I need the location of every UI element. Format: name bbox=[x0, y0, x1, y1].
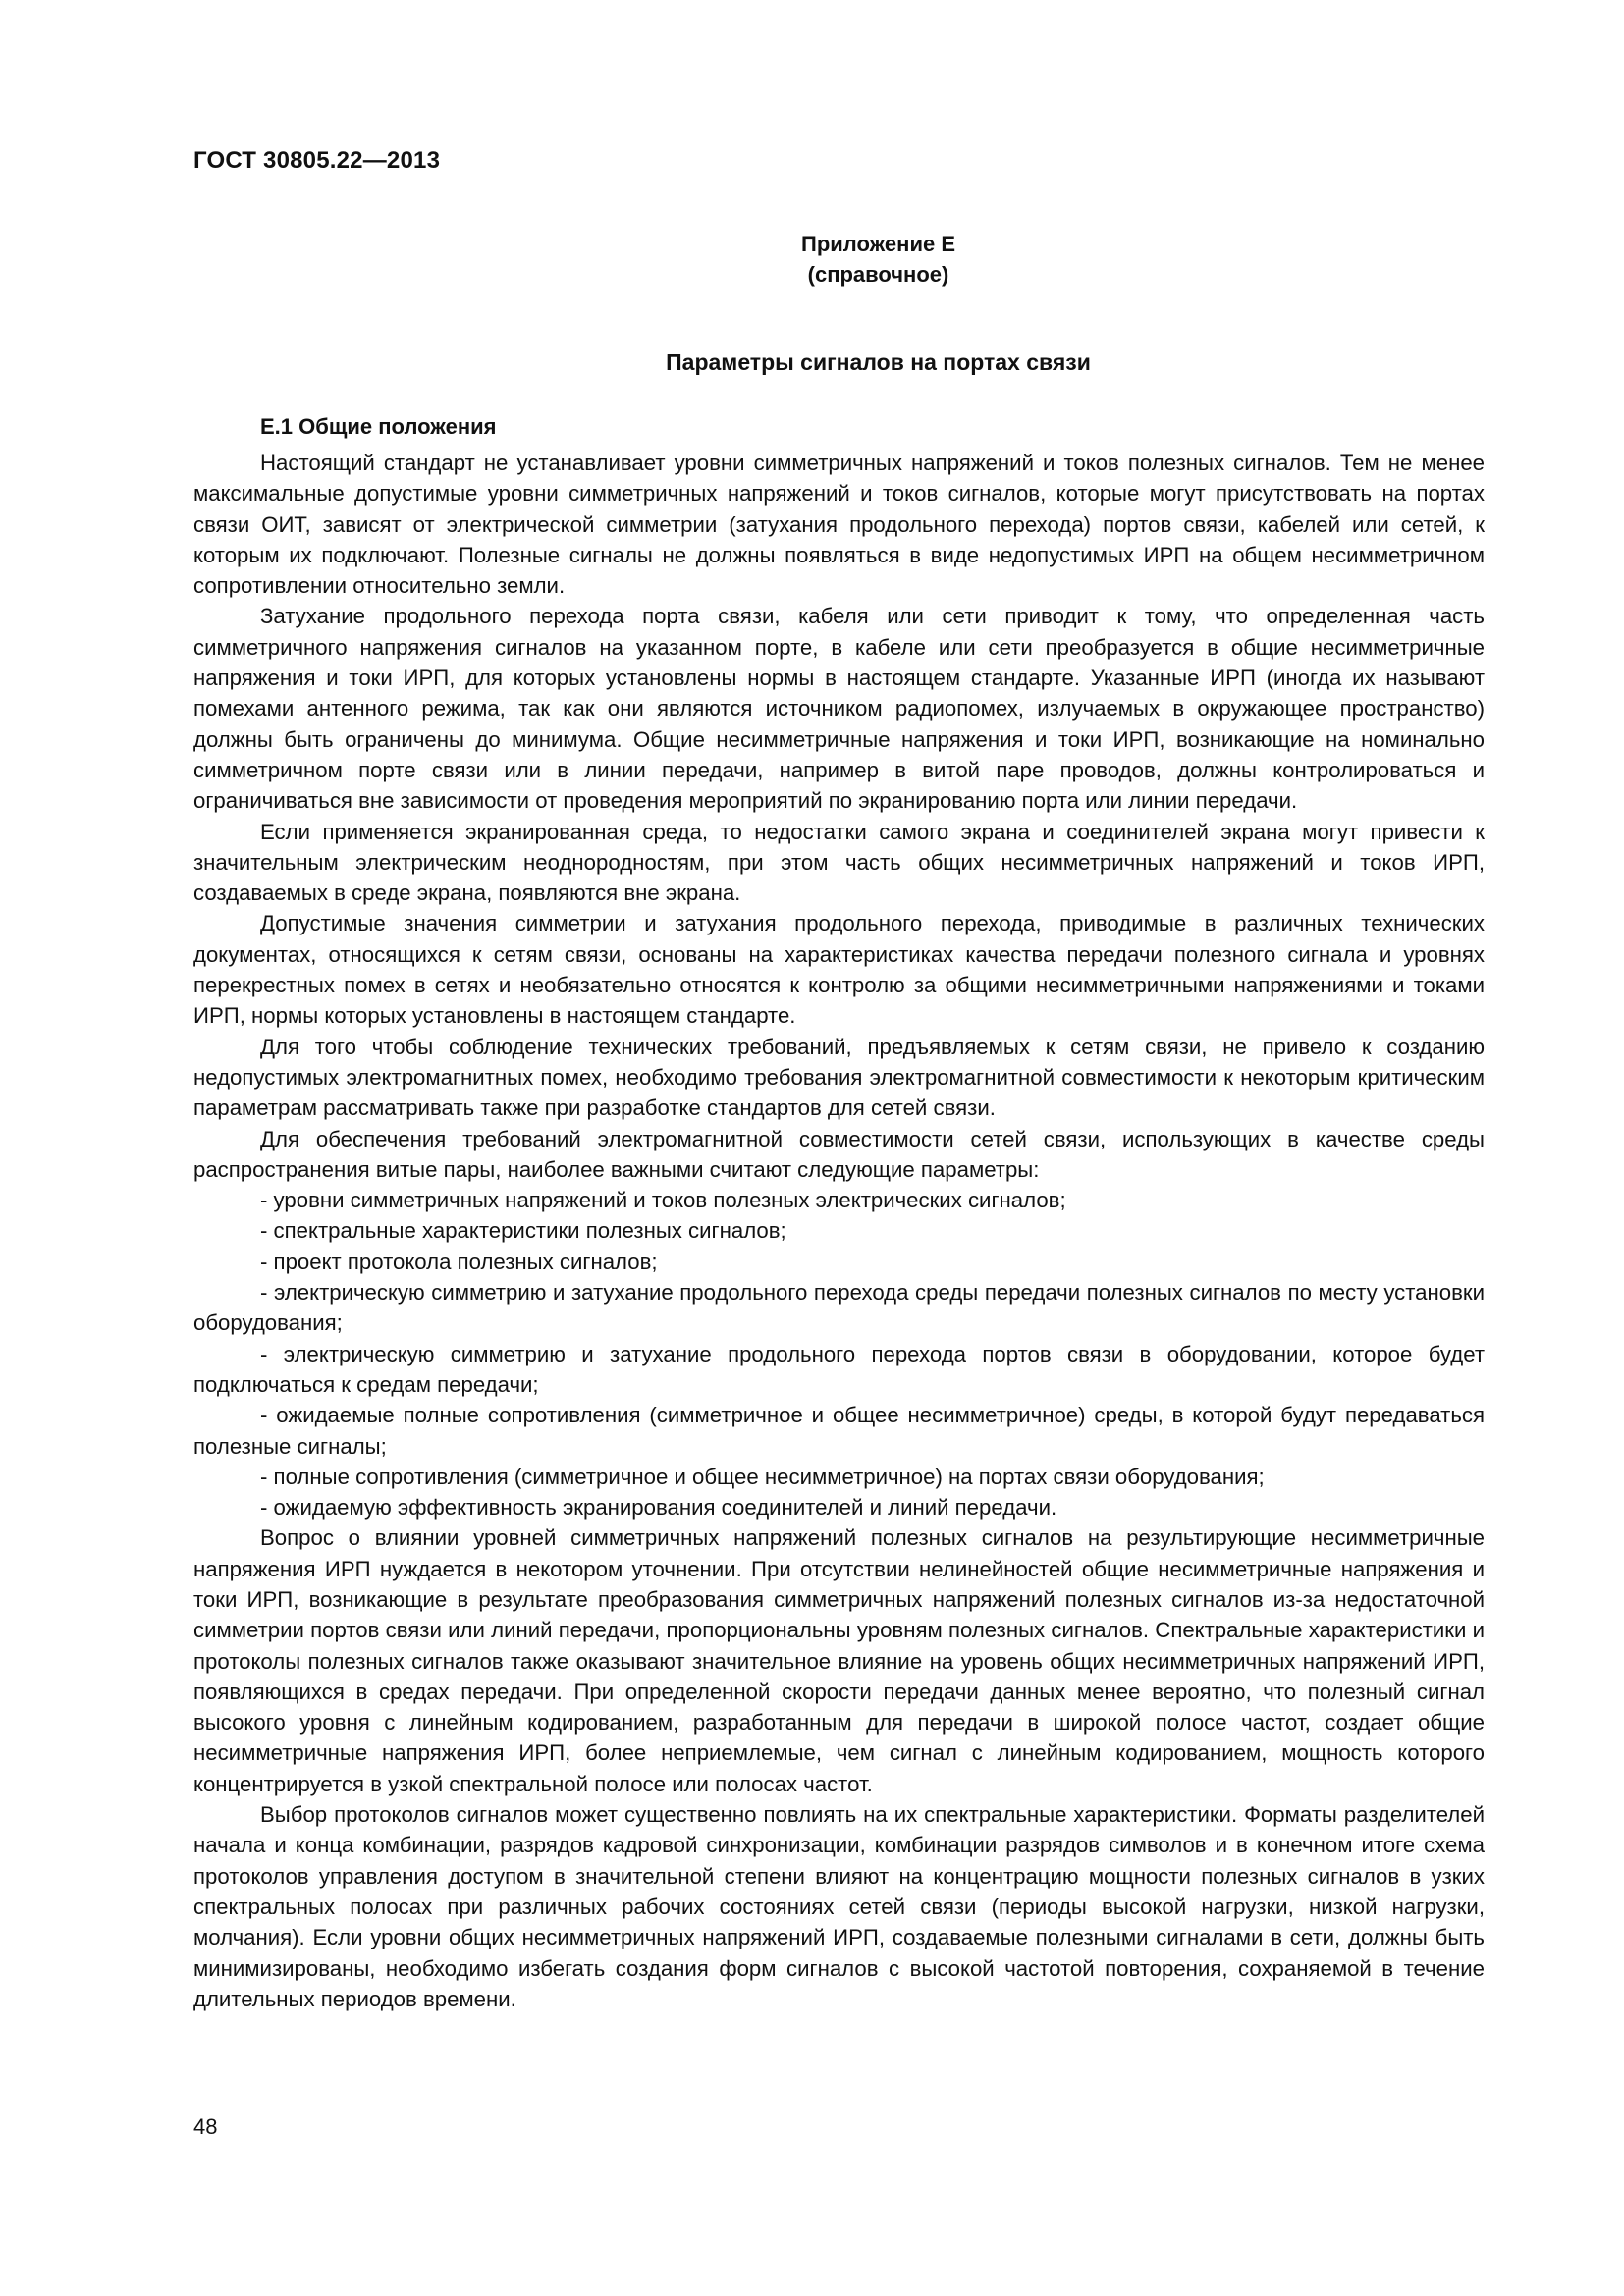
list-item: - электрическую симметрию и затухание продольного перехода среды передачи полезных сигналов по месту установки оборудования; bbox=[193, 1280, 1485, 1336]
paragraph: Допустимые значения симметрии и затухания продольного перехода, приводимые в различных технических документах, относящихся к сетям связи, основаны на характеристиках качества передачи полезного сигнала и уровнях перекрестных помех в сетях и необязательно относятся к контролю за общими несимметричными напряжениями и токами ИРП, нормы которых установлены в настоящем стандарте. bbox=[193, 911, 1485, 1029]
appendix-label: Приложение Е bbox=[801, 232, 955, 256]
list-item: - ожидаемую эффективность экранирования соединителей и линий передачи. bbox=[260, 1495, 1057, 1521]
section-heading: Е.1 Общие положения bbox=[260, 414, 497, 439]
paragraph: Для того чтобы соблюдение технических требований, предъявляемых к сетям связи, не привело к созданию недопустимых электромагнитных помех, необходимо требования электромагнитной совместимости к некоторым критическим параметрам рассматривать также при разработке стандартов для сетей связи. bbox=[193, 1034, 1485, 1121]
paragraph: Выбор протоколов сигналов может существенно повлиять на их спектральные характеристики. Форматы разделителей начала и конца комбинации, разрядов кадровой синхронизации, комбинации разрядов символов и в конечном итоге схема протоколов управления доступом в значительной степени влияют на концентрацию мощности полезных сигналов в узких спектральных полосах при различных рабочих состояниях сетей связи (периоды высокой нагрузки, низкой нагрузки, молчания). Если уровни общих несимметричных напряжений ИРП, создаваемые полезными сигналами в сети, должны быть минимизированы, необходимо избегать создания форм сигналов с высокой частотой повторения, сохраняемой в течение длительных периодов времени. bbox=[193, 1802, 1485, 2011]
list-item: - полные сопротивления (симметричное и общее несимметричное) на портах связи оборудования; bbox=[260, 1464, 1265, 1489]
document-code: ГОСТ 30805.22—2013 bbox=[193, 147, 441, 174]
list-item: - спектральные характеристики полезных сигналов; bbox=[260, 1218, 786, 1244]
paragraph: Для обеспечения требований электромагнитной совместимости сетей связи, использующих в качестве среды распространения витые пары, наиболее важными считают следующие параметры: bbox=[193, 1126, 1485, 1182]
section-body bbox=[193, 448, 1485, 2014]
paragraph: Если применяется экранированная среда, то недостатки самого экрана и соединителей экрана могут привести к значительным электрическим неоднородностям, при этом часть общих несимметричных напряжений и токов ИРП, создаваемых в среде экрана, появляются вне экрана. bbox=[193, 819, 1485, 906]
list-item: - уровни симметричных напряжений и токов полезных электрических сигналов; bbox=[260, 1188, 1066, 1213]
list-item: - электрическую симметрию и затухание продольного перехода портов связи в оборудовании, которое будет подключаться к средам передачи; bbox=[193, 1341, 1485, 1397]
list-item: - ожидаемые полные сопротивления (симметричное и общее несимметричное) среды, в которой будут передаваться полезные сигналы; bbox=[193, 1403, 1485, 1459]
page-title: Параметры сигналов на портах связи bbox=[666, 349, 1091, 375]
paragraph: Вопрос о влиянии уровней симметричных напряжений полезных сигналов на результирующие несимметричные напряжения ИРП нуждается в некотором уточнении. При отсутствии нелинейностей общие несимметричные напряжения и токи ИРП, возникающие в результате преобразования симметричных напряжений полезных сигналов из-за недостаточной симметрии портов связи или линий передачи, пропорциональны уровням полезных сигналов. Спектральные характеристики и протоколы полезных сигналов также оказывают значительное влияние на уровень общих несимметричных напряжений ИРП, появляющихся в средах передачи. При определенной скорости передачи данных менее вероятно, что полезный сигнал высокого уровня с линейным кодированием, разработанным для передачи в широкой полосе частот, создает общие несимметричные напряжения ИРП, более неприемлемые, чем сигнал с линейным кодированием, мощность которого концентрируется в узкой спектральной полосе или полосах частот. bbox=[193, 1525, 1485, 1796]
paragraph: Настоящий стандарт не устанавливает уровни симметричных напряжений и токов полезных сигналов. Тем не менее максимальные допустимые уровни симметричных напряжений и токов сигналов, которые могут присутствовать на портах связи ОИТ, зависят от электрической симметрии (затухания продольного перехода) портов связи, кабелей или сетей, к которым их подключают. Полезные сигналы не должны появляться в виде недопустимых ИРП на общем несимметричном сопротивлении относительно земли. bbox=[193, 451, 1485, 599]
appendix-status: (справочное) bbox=[807, 262, 949, 287]
paragraph: Затухание продольного перехода порта связи, кабеля или сети приводит к тому, что определенная часть симметричного напряжения сигналов на указанном порте, в кабеле или сети преобразуется в общие несимметричные напряжения и токи ИРП, для которых установлены нормы в настоящем стандарте. Указанные ИРП (иногда их называют помехами антенного режима, так как они являются источником радиопомех, излучаемых в окружающее пространство) должны быть ограничены до минимума. Общие несимметричные напряжения и токи ИРП, возникающие на номинально симметричном порте связи или в линии передачи, например в витой паре проводов, должны контролироваться и ограничиваться вне зависимости от проведения мероприятий по экранированию порта или линии передачи. bbox=[193, 604, 1485, 814]
page-number: 48 bbox=[193, 2114, 218, 2139]
list-item: - проект протокола полезных сигналов; bbox=[260, 1249, 658, 1274]
appendix-heading bbox=[193, 229, 1485, 290]
